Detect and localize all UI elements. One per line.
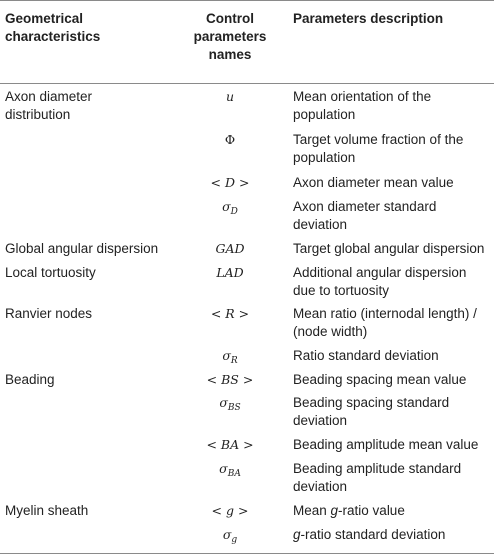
description-cell: Mean orientation of the population	[293, 89, 432, 122]
characteristic-cell: Ranvier nodes	[5, 306, 93, 321]
description-cell: Beading spacing standard deviation	[293, 395, 450, 428]
header-col3-line1: Parameters description	[293, 11, 444, 26]
description-cell: Target global angular dispersion	[293, 241, 485, 256]
description-cell: Axon diameter mean value	[293, 175, 454, 190]
param-name-cell: $\sigma_D$	[222, 199, 238, 217]
description-cell: Mean g-ratio value	[293, 503, 405, 518]
header-parameters-description	[293, 10, 493, 28]
header-col2-line2: parameters	[193, 29, 267, 44]
header-col2-line3: names	[208, 47, 252, 62]
characteristic-cell: Myelin sheath	[5, 503, 89, 518]
table-bottom-rule	[0, 553, 494, 554]
description-cell: Beading amplitude standard deviation	[293, 461, 462, 494]
table-top-rule	[0, 0, 494, 1]
param-name-cell: Φ	[224, 132, 236, 147]
param-name-cell: $\sigma_g$	[222, 527, 238, 545]
param-name-cell: < BA >	[206, 437, 254, 452]
param-name-cell: $\sigma_R$	[222, 348, 238, 366]
header-separator-rule	[0, 83, 494, 84]
description-cell: g-ratio standard deviation	[293, 527, 446, 542]
characteristic-cell: Beading	[5, 372, 55, 387]
param-name-cell: < D >	[210, 175, 250, 190]
header-col2-line1: Control	[206, 11, 254, 26]
description-cell: Beading spacing mean value	[293, 372, 467, 387]
characteristic-cell: Axon diameter distribution	[5, 89, 93, 122]
param-name-cell: GAD	[215, 241, 245, 256]
description-cell: Axon diameter standard deviation	[293, 199, 437, 232]
characteristic-cell: Global angular dispersion	[5, 241, 159, 256]
description-cell: Mean ratio (internodal length) / (node width)	[293, 306, 477, 339]
param-name-cell: $\sigma_{BA}$	[219, 461, 241, 479]
header-geometrical-characteristics	[5, 10, 175, 46]
header-col1-line2: characteristics	[5, 29, 101, 44]
param-name-cell: < BS >	[206, 372, 254, 387]
param-name-cell: u	[225, 89, 235, 104]
param-name-cell: < g >	[211, 503, 249, 518]
characteristic-cell: Local tortuosity	[5, 265, 96, 280]
param-name-cell: < R >	[210, 306, 250, 321]
description-cell: Ratio standard deviation	[293, 348, 439, 363]
description-cell: Additional angular dispersion due to tortuosity	[293, 265, 467, 298]
description-cell: Target volume fraction of the population	[293, 132, 464, 165]
param-name-cell: $\sigma_{BS}$	[219, 395, 241, 413]
description-cell: Beading amplitude mean value	[293, 437, 479, 452]
param-name-cell: LAD	[216, 265, 244, 280]
header-control-parameters-names	[170, 10, 290, 64]
header-col1-line1: Geometrical	[5, 11, 84, 26]
